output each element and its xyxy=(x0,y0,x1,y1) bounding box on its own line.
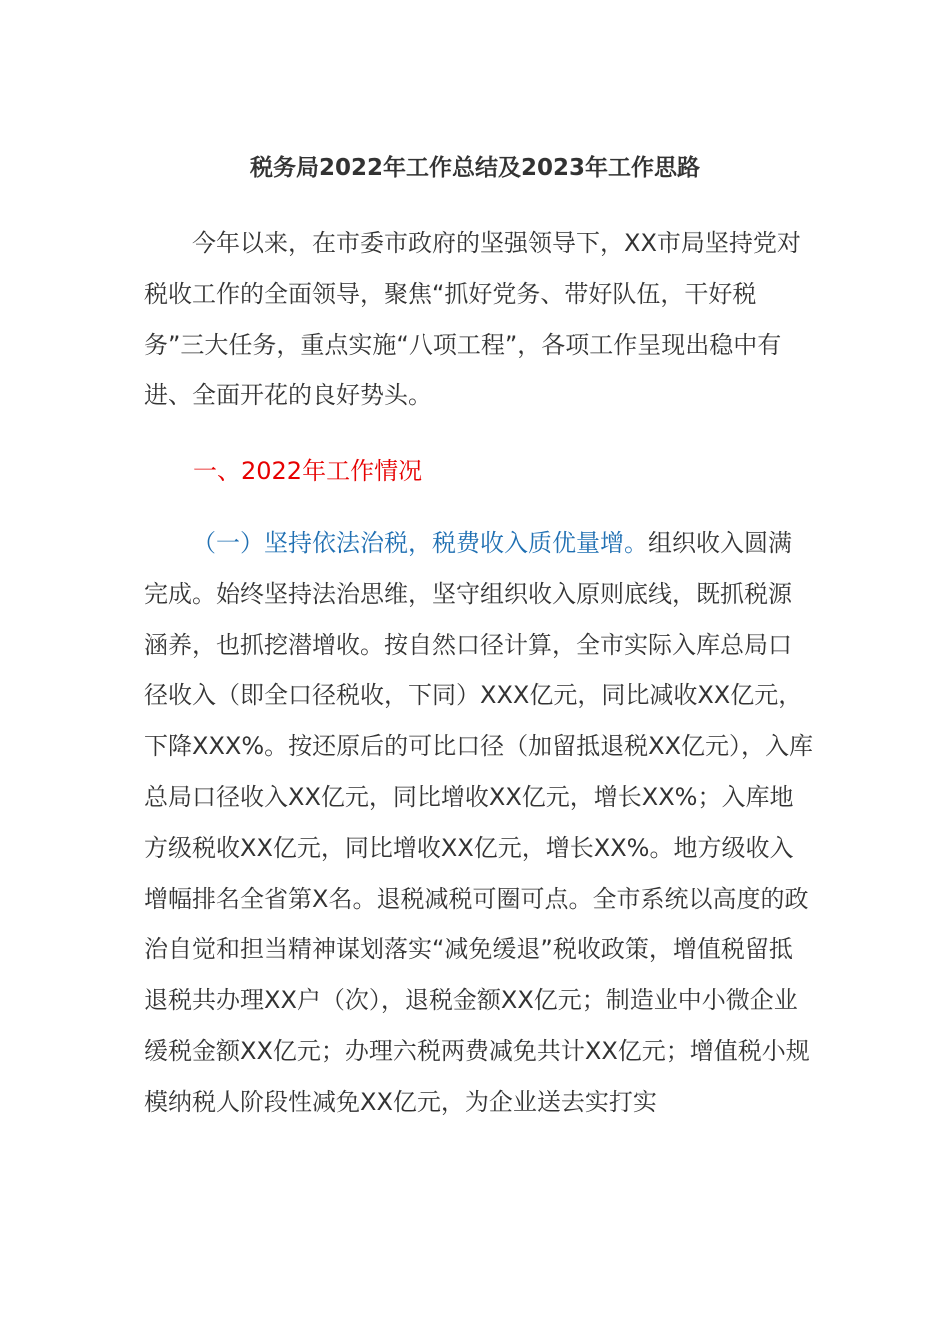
intro-paragraph xyxy=(144,218,814,421)
subsection-body: 组织收入圆满完成。始终坚持法治思维，坚守组织收入原则底线，既抓税源涵养，也抓挖潜增收。按自然口径计算，全市实际入库总局口径收入（即全口径税收，下同）XXX亿元，同比减收XX亿元，下降XXX%。按还原后的可比口径（加留抵退税XX亿元），入库总局口径收入XX亿元，同比增收XX亿元，增长XX%；入库地方级税收XX亿元，同比增收XX亿元，增长XX%。地方级收入增幅排名全省第X名。退税减税可圈可点。全市系统以高度的政治自觉和担当精神谋划落实“减免缓退”税收政策，增值税留抵退税共办理XX户（次），退税金额XX亿元；制造业中小微企业缓税金额XX亿元；办理六税两费减免共计XX亿元；增值税小规模纳税人阶段性减免XX亿元，为企业送去实打实 xyxy=(144,529,814,1116)
document-title: 税务局2022年工作总结及2023年工作思路 xyxy=(249,155,701,181)
intro-text: 今年以来，在市委市政府的坚强领导下，XX市局坚持党对税收工作的全面领导，聚焦“抓好党务、带好队伍，干好税务”三大任务，重点实施“八项工程”，各项工作呈现出稳中有进、全面开花的良好势头。 xyxy=(144,229,801,410)
section-heading: 一、2022年工作情况 xyxy=(193,457,423,485)
subsection-paragraph xyxy=(144,518,814,1128)
subsection-heading: （一）坚持依法治税，税费收入质优量增。 xyxy=(192,529,648,557)
